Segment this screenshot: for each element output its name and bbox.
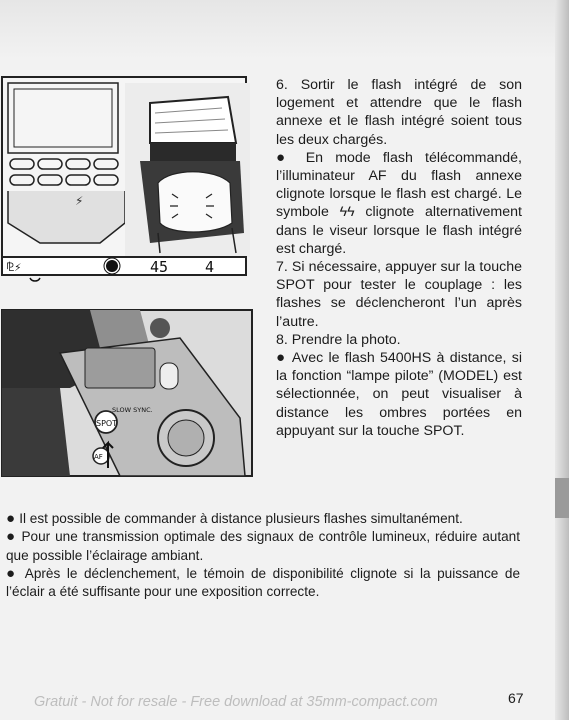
note-text: Pour une transmission optimale des signaux de contrôle lumineux, réduire autant que possible l’éclairage ambiant.: [6, 529, 520, 563]
viewfinder-aperture-readout: 4: [205, 258, 215, 276]
bullet-dot: ●: [276, 148, 306, 166]
model-lamp-text: Avec le flash 5400HS à distance, si la fonction “lampe pilote” (MODEL) est sélectionnée, on peut visualiser à distance les ombres portées en appuyant sur la touche SPOT.: [276, 350, 522, 439]
bullet-dot: ●: [6, 564, 25, 582]
page-edge-tab: [555, 478, 569, 518]
page-spine-shadow: [555, 0, 569, 720]
viewfinder-and-flash-illustration: [0, 73, 255, 283]
svg-text:⅊⚡: ⅊⚡: [6, 260, 22, 274]
camera-spot-button-illustration: [0, 308, 255, 478]
svg-text:⚡: ⚡: [75, 194, 84, 208]
slow-sync-label: SLOW SYNC.: [112, 406, 153, 414]
viewfinder-shutter-readout: 45: [150, 258, 169, 276]
note-item: [6, 510, 520, 528]
note-text: Après le déclenchement, le témoin de disponibilité clignote si la puissance de l’éclair a été suffisante pour une exposition correcte.: [6, 565, 520, 600]
remote-flash-symbol-icon: ϟϟ: [339, 204, 355, 221]
spot-button-label: SPOT: [96, 419, 118, 428]
notes-list: [6, 510, 520, 601]
note-item: [6, 565, 520, 602]
model-lamp-bullet: [276, 349, 522, 440]
instruction-column: [276, 76, 522, 440]
footer-watermark: Gratuit - Not for resale - Free download at 35mm-compact.com: [34, 694, 438, 710]
remote-mode-bullet: [276, 149, 522, 258]
af-button-label: AF: [94, 453, 103, 461]
note-text: Il est possible de commander à distance plusieurs flashes simultanément.: [19, 511, 463, 526]
bleed-through-background: [0, 0, 569, 60]
bullet-dot: ●: [6, 510, 20, 527]
note-item: [6, 528, 520, 565]
bullet-dot: ●: [6, 528, 22, 546]
step-7: 7. Si nécessaire, appuyer sur la touche SPOT pour tester le couplage : les flashes se déclencheront l’un après l’autre.: [276, 259, 522, 330]
step-8: 8. Prendre la photo.: [276, 331, 401, 348]
remote-mode-text-cont: clignote alternativement dans le viseur lorsque le flash intégré est chargé.: [276, 204, 522, 257]
bullet-dot: ●: [276, 349, 292, 367]
page-number: 67: [508, 690, 524, 706]
step-6: 6. Sortir le flash intégré de son logement et attendre que le flash annexe et le flash intégré soient tous les deux chargés.: [276, 77, 522, 148]
remote-mode-text: En mode flash télécommandé, l’illuminateur AF du flash annexe clignote lorsque le flash est chargé. Le symbole: [276, 149, 522, 221]
